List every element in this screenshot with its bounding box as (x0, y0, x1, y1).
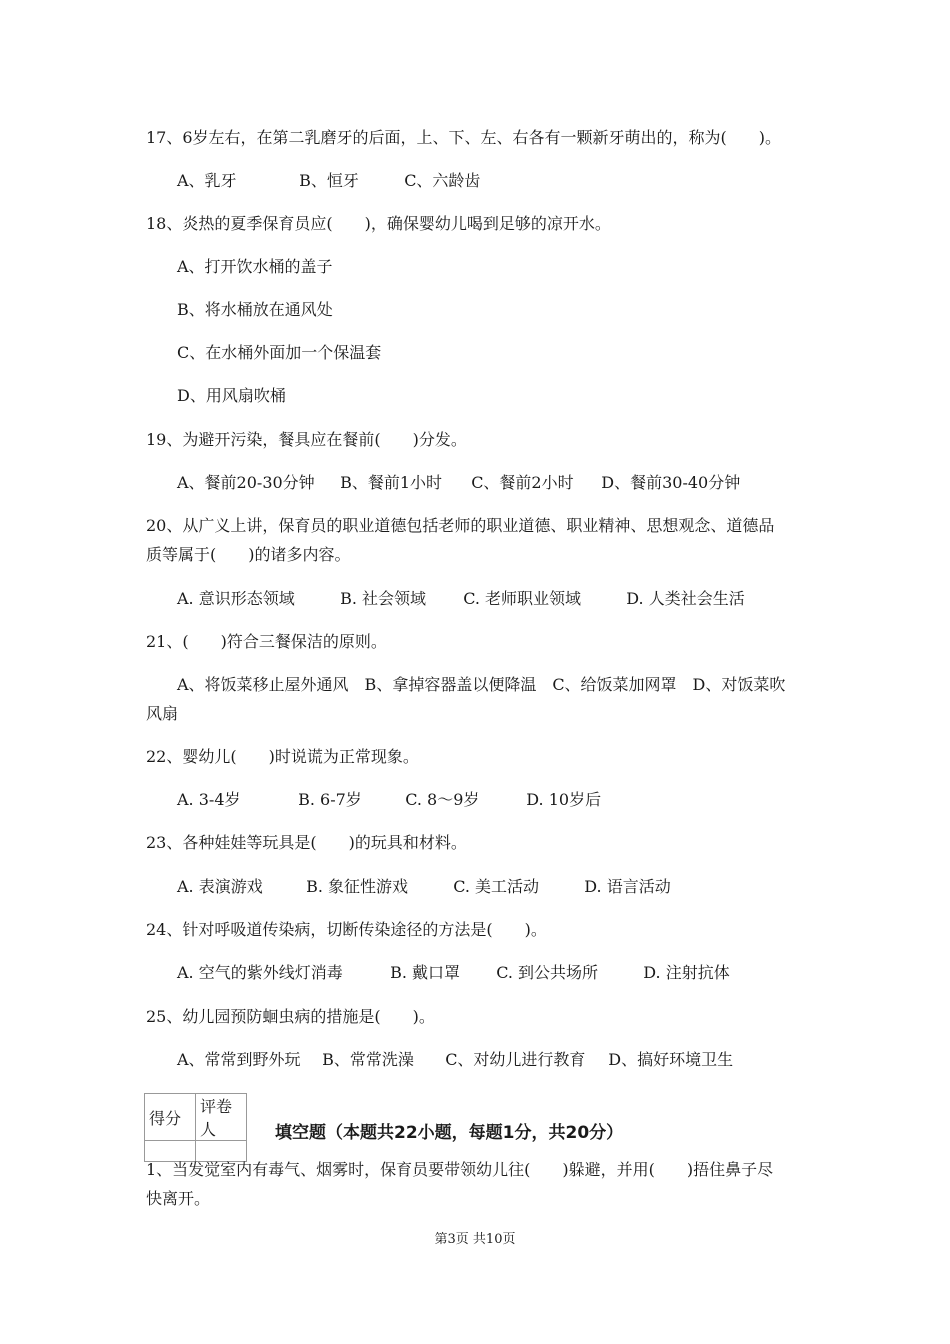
option-d: D、搞好环境卫生 (608, 1050, 734, 1069)
option-d: D. 注射抗体 (643, 963, 730, 982)
option-c: C. 到公共场所 (496, 963, 599, 982)
option-a: A. 空气的紫外线灯消毒 (177, 963, 343, 982)
question-19: 19、为避开污染，餐具应在餐前( )分发。 (146, 430, 467, 449)
option-b: B、恒牙 (299, 171, 359, 190)
question-19-options (177, 473, 740, 493)
option-b: B. 戴口罩 (390, 963, 461, 982)
question-23: 23、各种娃娃等玩具是( )的玩具和材料。 (146, 833, 467, 852)
question-22: 22、婴幼儿( )时说谎为正常现象。 (146, 747, 419, 766)
option-a: A. 意识形态领域 (177, 589, 295, 608)
option-c: C、餐前2小时 (471, 473, 574, 492)
grader-label: 评卷人 (196, 1094, 247, 1141)
fill-question-1-line1: 1、当发觉室内有毒气、烟雾时，保育员要带领幼儿往( )躲避，并用( )捂住鼻子尽 (146, 1160, 774, 1179)
question-25: 25、幼儿园预防蛔虫病的措施是( )。 (146, 1007, 435, 1026)
question-21-options-line1: A、将饭菜移止屋外通风 B、拿掉容器盖以便降温 C、给饭菜加网罩 D、对饭菜吹 (177, 675, 786, 694)
question-21-options-line2: 风扇 (146, 704, 179, 723)
option-a: A. 表演游戏 (177, 877, 263, 896)
option-c: C. 8～9岁 (405, 790, 480, 809)
option-c: C、对幼儿进行教育 (445, 1050, 586, 1069)
option-d: D. 人类社会生活 (626, 589, 745, 608)
question-24: 24、针对呼吸道传染病，切断传染途径的方法是( )。 (146, 920, 547, 939)
question-18: 18、炎热的夏季保育员应( )，确保婴幼儿喝到足够的凉开水。 (146, 214, 611, 233)
score-label: 得分 (145, 1094, 196, 1141)
score-cell (145, 1141, 196, 1162)
question-23-options (177, 877, 671, 897)
option-c: C. 美工活动 (453, 877, 540, 896)
question-17: 17、6岁左右，在第二乳磨牙的后面，上、下、左、右各有一颗新牙萌出的，称为( )。 (146, 128, 782, 147)
option-b: B. 社会领域 (340, 589, 427, 608)
option-c: C. 老师职业领域 (463, 589, 582, 608)
question-21: 21、( )符合三餐保洁的原则。 (146, 632, 387, 651)
question-25-options (177, 1050, 733, 1070)
option-d: D. 语言活动 (584, 877, 671, 896)
option-d: D. 10岁后 (526, 790, 602, 809)
question-24-options (177, 963, 730, 983)
option-b: B. 6-7岁 (298, 790, 362, 809)
fill-question-1-line2: 快离开。 (146, 1189, 211, 1208)
score-box (144, 1093, 247, 1162)
option-a: A、餐前20-30分钟 (177, 473, 315, 492)
question-20-options (177, 589, 745, 609)
option-a: A. 3-4岁 (177, 790, 241, 809)
option-a: A、常常到野外玩 (177, 1050, 301, 1069)
option-b: B. 象征性游戏 (306, 877, 409, 896)
question-22-options (177, 790, 601, 810)
grader-cell (196, 1141, 247, 1162)
question-20-line2: 质等属于( )的诸多内容。 (146, 545, 351, 564)
section-title: 填空题（本题共22小题，每题1分，共20分） (275, 1123, 624, 1143)
question-20-line1: 20、从广义上讲，保育员的职业道德包括老师的职业道德、职业精神、思想观念、道德品 (146, 516, 775, 535)
question-18-option-a: A、打开饮水桶的盖子 (177, 257, 333, 276)
page-footer: 第3页 共10页 (434, 1232, 516, 1247)
question-17-options (177, 171, 480, 191)
option-a: A、乳牙 (177, 171, 237, 190)
question-18-option-b: B、将水桶放在通风处 (177, 300, 333, 319)
option-b: B、常常洗澡 (322, 1050, 414, 1069)
option-b: B、餐前1小时 (340, 473, 443, 492)
option-c: C、六龄齿 (404, 171, 481, 190)
question-18-option-d: D、用风扇吹桶 (177, 386, 286, 405)
question-18-option-c: C、在水桶外面加一个保温套 (177, 343, 382, 362)
option-d: D、餐前30-40分钟 (601, 473, 741, 492)
